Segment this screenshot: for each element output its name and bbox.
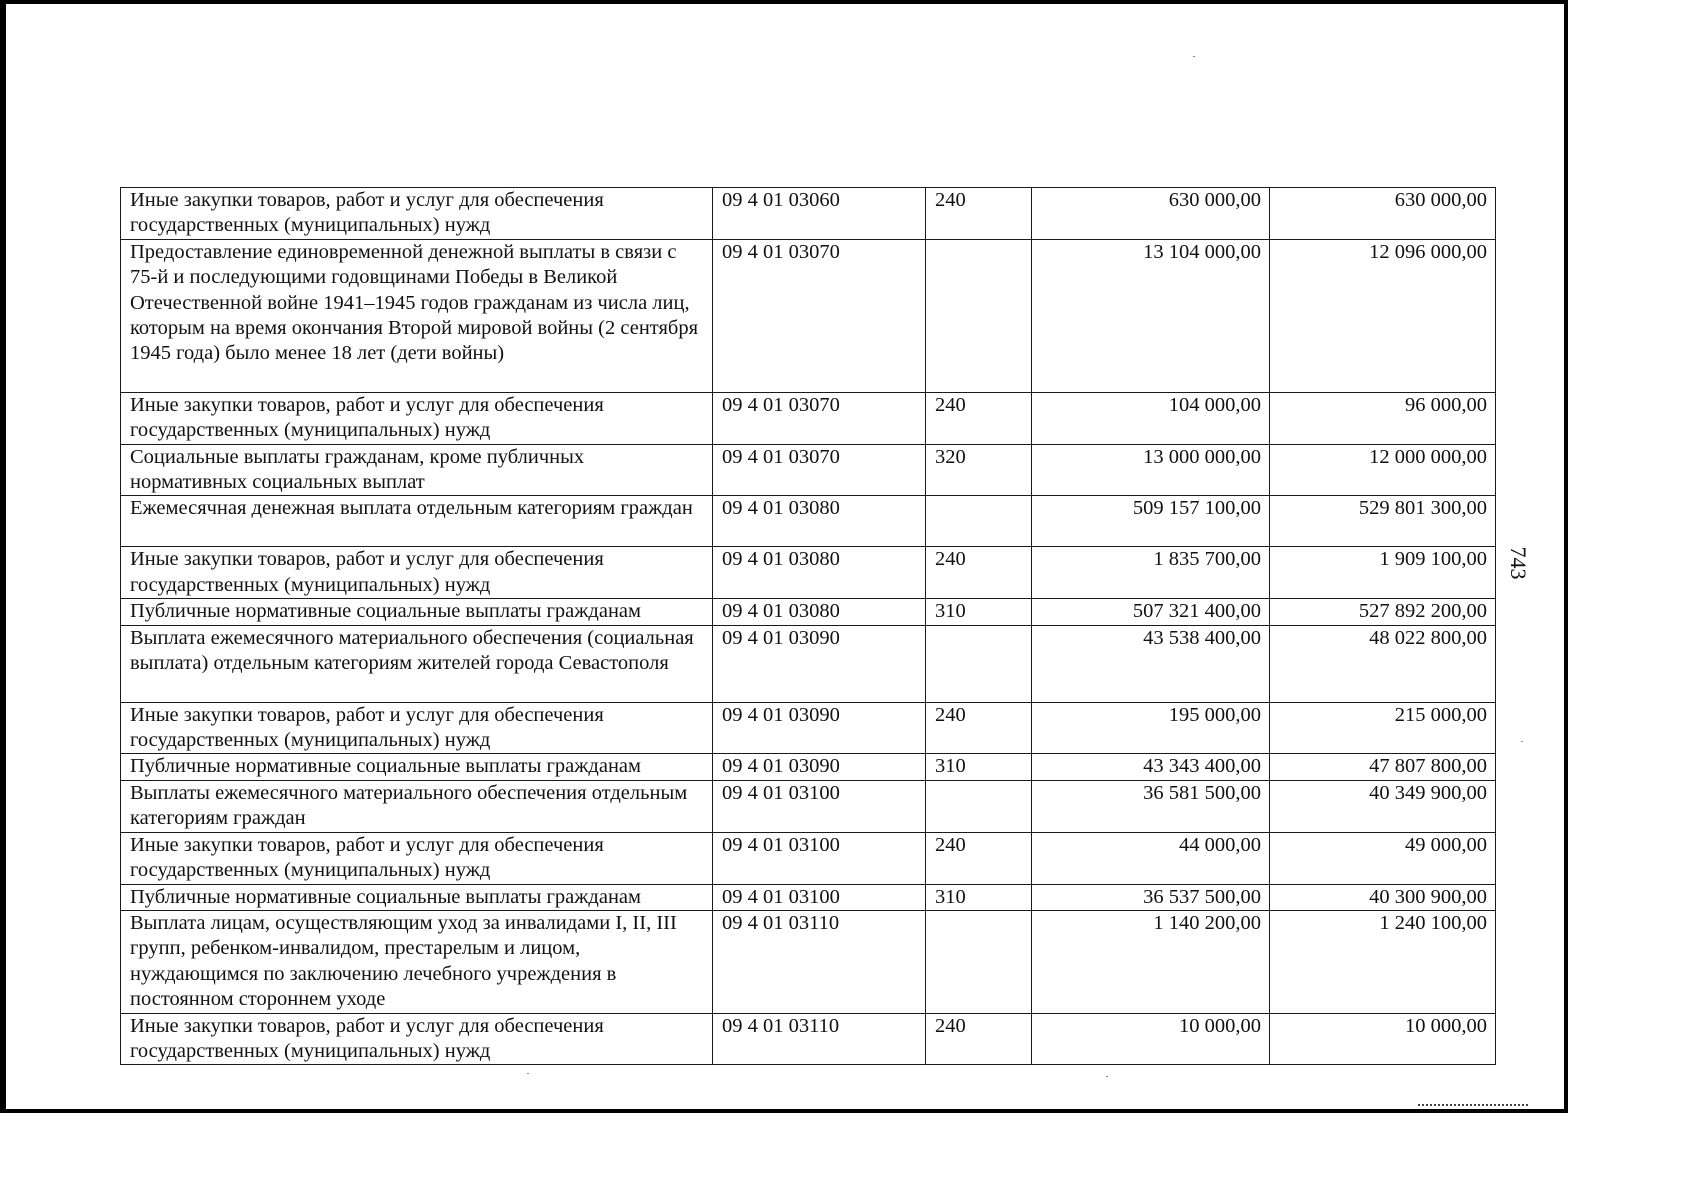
table-row [121,444,1496,496]
scan-speck [527,1073,529,1074]
budget-table [120,187,1496,1065]
amount-year1-cell: 13 104 000,00 [1032,239,1270,392]
amount-year2-cell: 527 892 200,00 [1270,599,1496,625]
amount-year1-cell: 10 000,00 [1032,1013,1270,1065]
scan-speck [1106,1076,1108,1077]
table-row [121,239,1496,392]
target-code-cell: 09 4 01 03090 [713,754,926,780]
table-row [121,599,1496,625]
amount-year2-cell: 630 000,00 [1270,188,1496,240]
amount-year2-cell: 12 096 000,00 [1270,239,1496,392]
page-number [1500,538,1536,578]
amount-year2-cell: 12 000 000,00 [1270,444,1496,496]
amount-year2-cell: 49 000,00 [1270,832,1496,884]
target-code-cell: 09 4 01 03060 [713,188,926,240]
table-row [121,547,1496,599]
amount-year2-cell: 1 909 100,00 [1270,547,1496,599]
scan-edge-dots [1418,1104,1528,1108]
target-code-cell: 09 4 01 03100 [713,780,926,832]
expense-type-cell: 240 [926,1013,1032,1065]
expense-type-cell: 240 [926,702,1032,754]
table-row [121,910,1496,1013]
table-row [121,884,1496,910]
expense-type-cell: 240 [926,188,1032,240]
budget-table-body [121,188,1496,1065]
table-row [121,625,1496,702]
expense-name-cell: Публичные нормативные социальные выплаты гражданам [121,884,713,910]
expense-name-cell: Выплата ежемесячного материального обеспечения (социальная выплата) отдельным категориям жителей города Севастополя [121,625,713,702]
expense-type-cell: 240 [926,832,1032,884]
amount-year1-cell: 104 000,00 [1032,392,1270,444]
amount-year2-cell: 215 000,00 [1270,702,1496,754]
amount-year2-cell: 40 300 900,00 [1270,884,1496,910]
expense-name-cell: Иные закупки товаров, работ и услуг для обеспечения государственных (муниципальных) нужд [121,392,713,444]
table-row [121,702,1496,754]
expense-name-cell: Иные закупки товаров, работ и услуг для обеспечения государственных (муниципальных) нужд [121,832,713,884]
expense-type-cell: 240 [926,392,1032,444]
expense-type-cell: 320 [926,444,1032,496]
expense-name-cell: Иные закупки товаров, работ и услуг для обеспечения государственных (муниципальных) нужд [121,702,713,754]
amount-year1-cell: 1 835 700,00 [1032,547,1270,599]
target-code-cell: 09 4 01 03090 [713,625,926,702]
expense-name-cell: Иные закупки товаров, работ и услуг для обеспечения государственных (муниципальных) нужд [121,1013,713,1065]
table-row [121,754,1496,780]
amount-year1-cell: 195 000,00 [1032,702,1270,754]
target-code-cell: 09 4 01 03100 [713,884,926,910]
target-code-cell: 09 4 01 03080 [713,547,926,599]
expense-type-cell [926,496,1032,547]
expense-name-cell: Выплата лицам, осуществляющим уход за инвалидами I, II, III групп, ребенком-инвалидом, престарелым и лицом, нуждающимся по заключению лечебного учреждения в постоянном стороннем уходе [121,910,713,1013]
expense-name-cell: Предоставление единовременной денежной выплаты в связи с 75-й и последующими годовщинами Победы в Великой Отечественной войне 1941–1945 годов гражданам из числа лиц, которым на время окончания Второй мировой войны (2 сентября 1945 года) было менее 18 лет (дети войны) [121,239,713,392]
table-row [121,188,1496,240]
page-number-text: 743 [1506,546,1531,580]
target-code-cell: 09 4 01 03080 [713,599,926,625]
table-row [121,832,1496,884]
target-code-cell: 09 4 01 03110 [713,1013,926,1065]
expense-name-cell: Социальные выплаты гражданам, кроме публичных нормативных социальных выплат [121,444,713,496]
expense-type-cell: 240 [926,547,1032,599]
target-code-cell: 09 4 01 03070 [713,392,926,444]
amount-year2-cell: 96 000,00 [1270,392,1496,444]
amount-year1-cell: 36 537 500,00 [1032,884,1270,910]
scan-border-bottom [0,1109,1568,1113]
amount-year2-cell: 529 801 300,00 [1270,496,1496,547]
expense-type-cell: 310 [926,599,1032,625]
amount-year1-cell: 509 157 100,00 [1032,496,1270,547]
expense-name-cell: Публичные нормативные социальные выплаты гражданам [121,599,713,625]
target-code-cell: 09 4 01 03100 [713,832,926,884]
expense-type-cell [926,910,1032,1013]
amount-year1-cell: 1 140 200,00 [1032,910,1270,1013]
expense-type-cell: 310 [926,884,1032,910]
target-code-cell: 09 4 01 03110 [713,910,926,1013]
target-code-cell: 09 4 01 03090 [713,702,926,754]
amount-year2-cell: 10 000,00 [1270,1013,1496,1065]
expense-name-cell: Ежемесячная денежная выплата отдельным категориям граждан [121,496,713,547]
amount-year1-cell: 44 000,00 [1032,832,1270,884]
expense-type-cell [926,625,1032,702]
amount-year1-cell: 507 321 400,00 [1032,599,1270,625]
scan-border-top [0,0,1568,4]
amount-year2-cell: 47 807 800,00 [1270,754,1496,780]
scan-speck [1193,56,1195,57]
expense-name-cell: Иные закупки товаров, работ и услуг для обеспечения государственных (муниципальных) нужд [121,188,713,240]
target-code-cell: 09 4 01 03070 [713,239,926,392]
table-row [121,1013,1496,1065]
target-code-cell: 09 4 01 03080 [713,496,926,547]
expense-type-cell [926,239,1032,392]
amount-year2-cell: 40 349 900,00 [1270,780,1496,832]
expense-name-cell: Выплаты ежемесячного материального обеспечения отдельным категориям граждан [121,780,713,832]
expense-type-cell [926,780,1032,832]
scan-border-left [0,0,6,1113]
expense-name-cell: Иные закупки товаров, работ и услуг для обеспечения государственных (муниципальных) нужд [121,547,713,599]
amount-year1-cell: 13 000 000,00 [1032,444,1270,496]
amount-year2-cell: 1 240 100,00 [1270,910,1496,1013]
table-row [121,392,1496,444]
amount-year2-cell: 48 022 800,00 [1270,625,1496,702]
amount-year1-cell: 630 000,00 [1032,188,1270,240]
scan-border-right [1564,0,1568,1113]
expense-type-cell: 310 [926,754,1032,780]
amount-year1-cell: 43 538 400,00 [1032,625,1270,702]
table-row [121,780,1496,832]
target-code-cell: 09 4 01 03070 [713,444,926,496]
amount-year1-cell: 43 343 400,00 [1032,754,1270,780]
scan-speck [1521,741,1523,742]
amount-year1-cell: 36 581 500,00 [1032,780,1270,832]
table-row [121,496,1496,547]
expense-name-cell: Публичные нормативные социальные выплаты гражданам [121,754,713,780]
